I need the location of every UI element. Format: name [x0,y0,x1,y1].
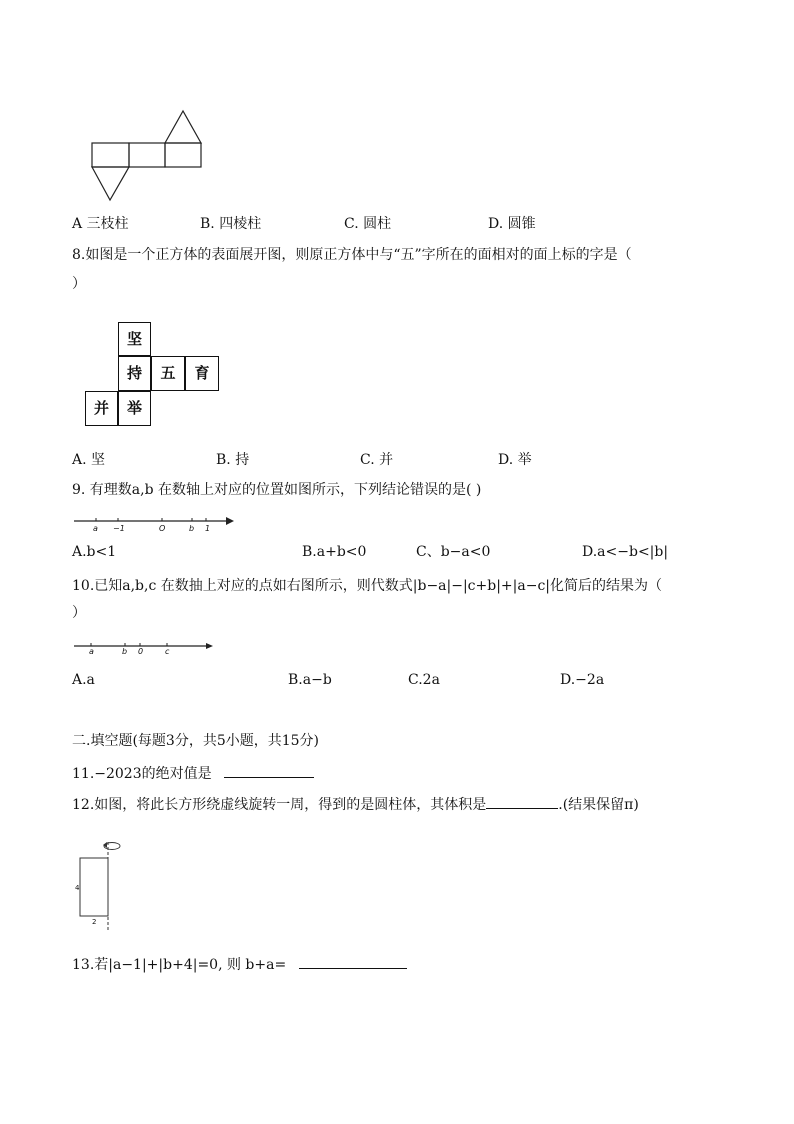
q8-option-a: A. 坚 [72,452,106,468]
q9-axis-label-a: a [93,524,98,533]
net-cell-yu: 育 [185,356,219,391]
q9-option-a: A.b<1 [72,544,117,560]
q10-stem: 10.已知a,b,c 在数抽上对应的点如右图所示，则代数式|b−a|−|c+b|+|a−c|化简后的结果为（ [72,578,663,594]
q7-option-b: B. 四棱柱 [200,216,262,232]
q9-axis-label-b: b [189,524,195,533]
prism-net-figure [92,108,212,204]
q9-stem: 9. 有理数a,b 在数轴上对应的位置如图所示，下列结论错误的是( ) [72,482,482,498]
q10-axis-label-c: c [165,647,170,656]
section-2-heading: 二.填空题(每题3分，共5小题，共15分) [72,733,320,749]
q11-stem [72,763,314,784]
q8-stem: 8.如图是一个正方体的表面展开图，则原正方体中与“五”字所在的面相对的面上标的字是（ [72,247,632,263]
q11-answer-blank[interactable] [224,763,314,778]
q8-option-c: C. 并 [360,452,394,468]
q12-answer-blank[interactable] [486,794,558,809]
q10-option-c: C.2a [408,672,440,688]
q9-option-c: C、b−a<0 [416,544,491,560]
q9-option-d: D.a<−b<|b| [582,544,669,560]
q8-option-d: D. 举 [498,452,532,468]
q10-axis-label-b: b [122,647,128,656]
q13-text: 13.若|a−1|+|b+4|=0, 则 b+a= [72,957,287,973]
net-cell-jian: 坚 [118,322,151,356]
q11-text: 11.−2023的绝对值是 [72,766,212,782]
q10-option-d: D.−2a [560,672,605,688]
net-cell-ju: 举 [118,391,151,426]
q12-dim-width: 2 [92,918,97,926]
q12-text-after: .(结果保留π) [558,797,639,813]
q10-number-line [74,638,214,658]
net-cell-wu: 五 [151,356,185,391]
q13-stem [72,954,407,975]
net-cell-chi: 持 [118,356,151,391]
q8-stem-close: ） [72,276,86,292]
q7-option-d: D. 圆锥 [488,216,536,232]
cube-net-figure [85,322,219,426]
q7-option-a: A 三枝柱 [72,216,129,232]
q12-text: 12.如图，将此长方形绕虚线旋转一周，得到的是圆柱体，其体积是 [72,797,487,813]
q10-stem-close: ） [72,605,86,621]
q10-option-b: B.a−b [288,672,332,688]
net-cell-bing: 并 [85,391,118,426]
rectangle-rotation-figure [80,836,130,936]
q10-axis-label-0: 0 [138,647,144,656]
q13-answer-blank[interactable] [299,954,407,969]
q12-dim-height: 4 [75,884,80,892]
q10-option-a: A.a [72,672,95,688]
q9-axis-label-o: O [159,524,166,533]
q9-axis-label-neg1: −1 [113,524,125,533]
q10-axis-label-a: a [89,647,94,656]
q7-option-c: C. 圆柱 [344,216,392,232]
q9-option-b: B.a+b<0 [302,544,367,560]
q9-axis-label-1: 1 [205,524,211,533]
q12-stem [72,794,639,815]
q8-option-b: B. 持 [216,452,250,468]
